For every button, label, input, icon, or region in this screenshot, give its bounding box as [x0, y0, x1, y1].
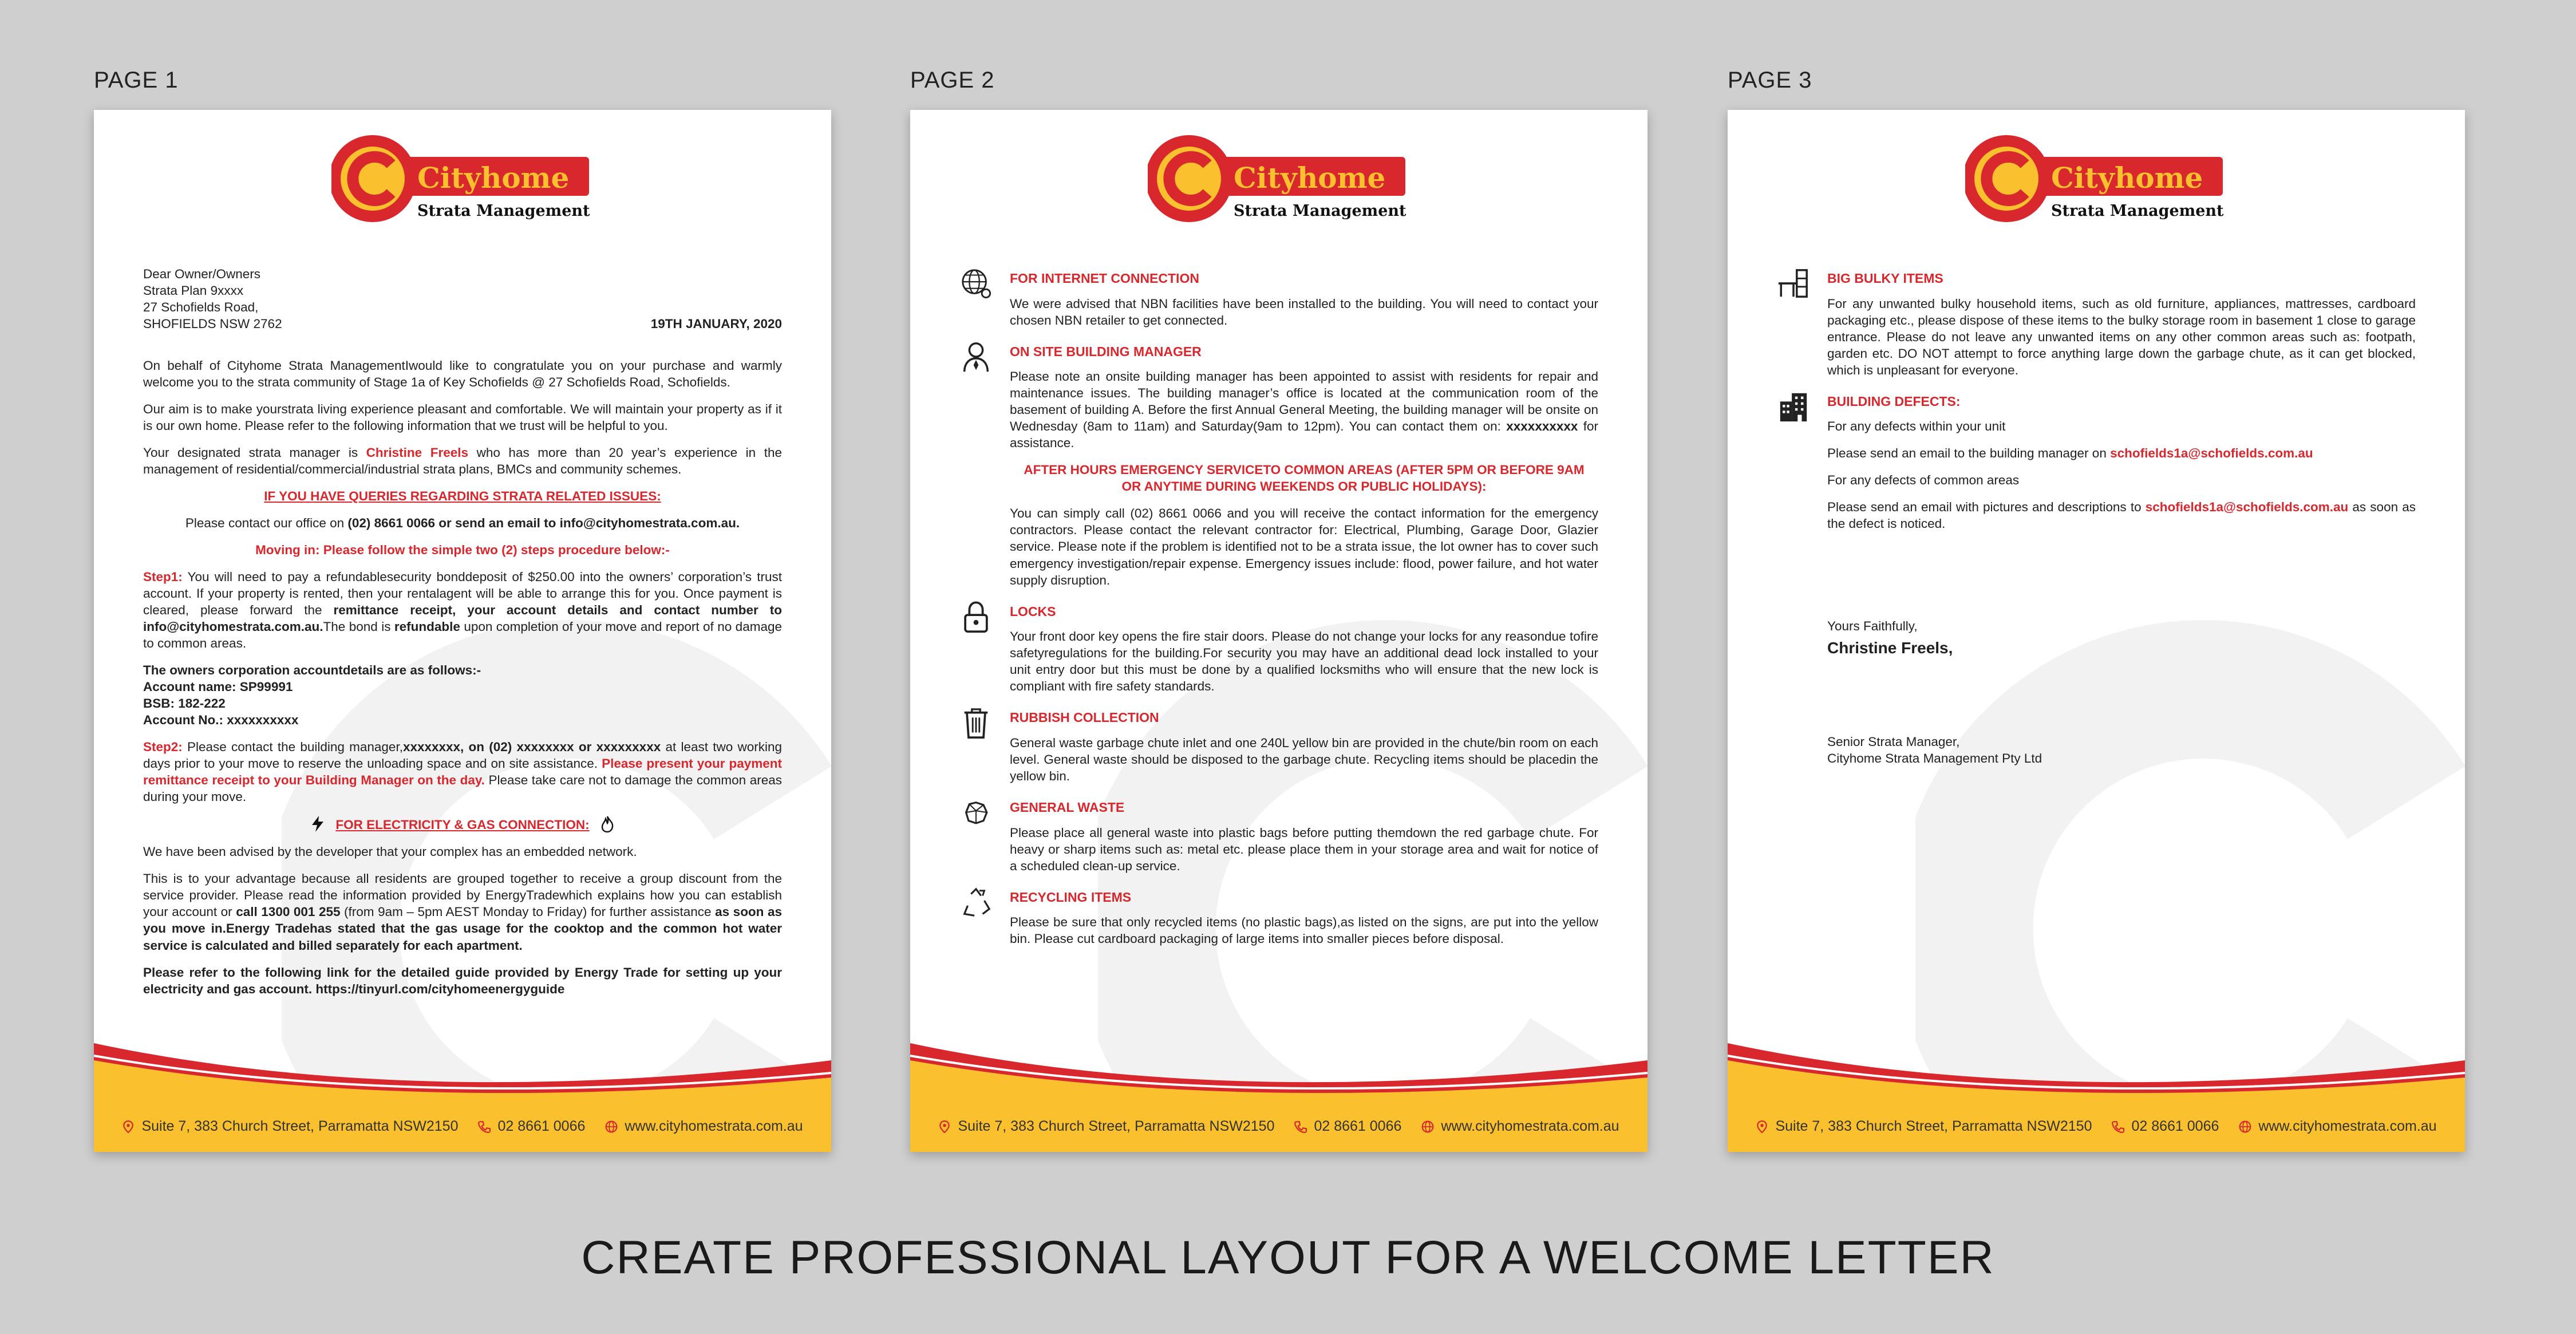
brand-tagline: Strata Management — [2051, 202, 2224, 220]
footer-contact — [1728, 1118, 2465, 1135]
letter-page-2 — [910, 110, 1647, 1152]
signer-company: Cityhome Strata Management Pty Ltd — [1827, 751, 2042, 765]
page-label-3: PAGE 3 — [1728, 68, 1812, 93]
footer-phone: 02 8661 0066 — [1294, 1118, 1401, 1135]
intro-paragraph: On behalf of Cityhome Strata ManagementIwould like to congratulate you on your purchase and warmly welcome you to the strata community of Stage 1a of Key Schofields @ 27 Schofields Road, Schofields. — [143, 358, 782, 390]
section-rubbish — [1010, 709, 1598, 784]
contact-line: Please contact our office on (02) 8661 0066 or send an email to info@cityhomestrata.com.au. — [185, 516, 740, 531]
brand-name: Cityhome — [417, 161, 570, 195]
recipient-line: Dear Owner/Owners — [143, 267, 261, 281]
aim-paragraph: Our aim is to make yourstrata living experience pleasant and comfortable. We will maintain your property as if it is our own home. Please refer to the following information that we trust will be helpful to you. — [143, 402, 782, 433]
lightning-icon — [310, 815, 325, 832]
brand-logo — [94, 133, 831, 230]
letter-date: 19TH JANUARY, 2020 — [650, 317, 782, 331]
footer-wave — [910, 1037, 1647, 1152]
section-title: LOCKS — [1010, 603, 1056, 619]
defect-email-link[interactable]: schofields1a@schofields.com.au — [2110, 446, 2313, 461]
footer-wave — [1728, 1037, 2465, 1152]
section-bulky-items — [1827, 270, 2416, 378]
brand-tagline: Strata Management — [1234, 202, 1406, 220]
electricity-heading: FOR ELECTRICITY & GAS CONNECTION: — [143, 815, 782, 833]
manager-person-icon — [959, 340, 993, 373]
section-title: BIG BULKY ITEMS — [1827, 271, 1943, 286]
section-internet — [1010, 270, 1598, 329]
padlock-icon — [959, 600, 993, 633]
energy-guide-paragraph: Please refer to the following link for the detailed guide provided by Energy Trade for setting up your electricity and gas account. https://tinyurl.com/cityhomeenergyguide — [143, 965, 782, 996]
letter-body — [143, 266, 782, 1008]
footer-address: Suite 7, 383 Church Street, Parramatta NSW2150 — [1756, 1118, 2092, 1135]
section-title: RUBBISH COLLECTION — [1010, 710, 1159, 725]
defect-unit-email: Please send an email to the building manager on schofields1a@schofields.com.au — [1827, 446, 2313, 461]
account-details: The owners corporation accountdetails are as follows:- Account name: SP99991 BSB: 182-222 Account No.: xxxxxxxxxx — [143, 663, 481, 728]
footer-website: www.cityhomestrata.com.au — [1421, 1118, 1619, 1135]
section-text: Your front door key opens the fire stair doors. Please do not change your locks for any reasondue tofire safetyregulations for the building.For security you may have an additional dead lock installed to your unit entry door but this must be done by a qualified locksmiths who will ensure that the new lock is compliant with fire safety standards. — [1010, 629, 1598, 694]
after-hours-text: You can simply call (02) 8661 0066 and you will receive the contact information for the emergency contractors. Please contact the relevant contractor for: Electrical, Plumbing, Garage Door, Glazier service. Please note if the problem is identified not to be a strata issue, the lot owner has to cover such emergency investigation/repair expense. Emergency issues include: flood, power failure, and hot water supply disruption. — [1010, 506, 1598, 587]
footer-contact — [94, 1118, 831, 1135]
footer-website: www.cityhomestrata.com.au — [2239, 1118, 2436, 1135]
manager-name: Christine Freels — [366, 445, 469, 460]
energy-advantage-paragraph: This is to your advantage because all residents are grouped together to receive a group discount from the service provider. Please read the information provided by EnergyTradewhich explains how you can establish your account or call 1300 001 255 (from 9am – 5pm AEST Monday to Friday) for further assistance as soon as you move in.Energy Tradehas stated that the gas usage for the cooktop and the common hot water service is calculated and billed separately for each apartment. — [143, 871, 782, 953]
phone-icon — [478, 1120, 491, 1133]
caption-title: CREATE PROFESSIONAL LAYOUT FOR A WELCOME LETTER — [581, 1232, 1995, 1284]
footer-contact — [910, 1118, 1647, 1135]
defect-common-line: For any defects of common areas — [1827, 473, 2020, 488]
brand-logo — [1728, 133, 2465, 230]
section-locks — [1010, 603, 1598, 695]
after-hours-heading: AFTER HOURS EMERGENCY SERVICETO COMMON AREAS (AFTER 5PM OR BEFORE 9AM OR ANYTIME DURING WEEKENDS OR PUBLIC HOLIDAYS): — [1024, 463, 1585, 494]
brand-logo — [910, 133, 1647, 230]
footer-address: Suite 7, 383 Church Street, Parramatta NSW2150 — [938, 1118, 1274, 1135]
recycle-icon — [959, 886, 993, 919]
address-block — [143, 266, 782, 332]
defect-email-link[interactable]: schofields1a@schofields.com.au — [2145, 500, 2349, 515]
trash-bin-icon — [959, 706, 993, 739]
brand-name: Cityhome — [1234, 161, 1386, 195]
section-title: GENERAL WASTE — [1010, 799, 1125, 815]
footer-phone: 02 8661 0066 — [2112, 1118, 2219, 1135]
furniture-icon — [1777, 267, 1810, 300]
footer-website: www.cityhomestrata.com.au — [605, 1118, 803, 1135]
building-icon — [1777, 390, 1810, 423]
globe-icon — [1421, 1120, 1434, 1133]
phone-icon — [1294, 1120, 1307, 1133]
queries-heading: IF YOU HAVE QUERIES REGARDING STRATA RELATED ISSUES: — [264, 489, 661, 504]
section-text: Please be sure that only recycled items (no plastic bags),as listed on the signs, are put into the yellow bin. Please cut cardboard packaging of large items into smaller pieces before disposal. — [1010, 915, 1598, 946]
letter-page-3 — [1728, 110, 2465, 1152]
footer-phone: 02 8661 0066 — [478, 1118, 585, 1135]
section-title: FOR INTERNET CONNECTION — [1010, 271, 1199, 286]
section-text: Please place all general waste into plastic bags before putting themdown the red garbage chute. For heavy or sharp items such as: metal etc. please place them in your storage area and wait for notice of a scheduled clean-up service. — [1010, 825, 1598, 873]
section-title: ON SITE BUILDING MANAGER — [1010, 344, 1202, 359]
step2-paragraph: Step2: Please contact the building manager,xxxxxxxx, on (02) xxxxxxxx or xxxxxxxxx at least two working days prior to your move to reserve the unloading space and on site assistance. Please present your payment remittance receipt to your Building Manager on the day. Please take care not to damage the common areas during your move. — [143, 740, 783, 804]
section-general-waste — [1010, 799, 1598, 874]
flame-icon — [600, 815, 615, 832]
section-text: Please note an onsite building manager has been appointed to assist with residents for repair and maintenance issues. The building manager’s office is located at the communication room of the basement of building A. Before the first Annual General Meeting, the building manager will be onsite on Wednesday (8am to 11am) and Saturday(9am to 12pm). You can contact them on: xxxxxxxxxx for assistance. — [1010, 369, 1599, 451]
section-building-manager — [1010, 344, 1598, 589]
location-pin-icon — [1756, 1120, 1768, 1133]
location-pin-icon — [122, 1120, 135, 1133]
letter-body — [1010, 270, 1598, 962]
defect-common-email: Please send an email with pictures and descriptions to schofields1a@schofields.com.au as soon as the defect is noticed. — [1827, 500, 2416, 531]
closing: Yours Faithfully, — [1827, 619, 1918, 634]
globe-network-icon — [959, 267, 993, 300]
section-text: For any unwanted bulky household items, such as old furniture, appliances, mattresses, cardboard packaging etc., please dispose of these items to the bulky storage room in basement 1 close to garage entrance. Please do not leave any unwanted items on any other common areas such as: footpath, garden etc. DO NOT attempt to force anything large down the garbage chute, as it can get blocked, which is unpleasant for everyone. — [1827, 296, 2416, 377]
page-label-1: PAGE 1 — [94, 68, 179, 93]
moving-in-heading: Moving in: Please follow the simple two (2) steps procedure below:- — [255, 543, 670, 558]
defect-unit-line: For any defects within your unit — [1827, 419, 2006, 434]
step1-paragraph: Step1: You will need to pay a refundablesecurity bonddeposit of $250.00 into the owners’ corporation’s trust account. If your property is rented, then your rentalagent will be able to arrange this for you. Once payment is cleared, please forward the remittance receipt, your account details and contact number to info@cityhomestrata.com.au.The bond is refundable upon completion of your move and report of no damage to common areas. — [143, 570, 782, 651]
section-recycling — [1010, 889, 1598, 948]
brand-name: Cityhome — [2051, 161, 2203, 195]
street-line: 27 Schofields Road, — [143, 300, 259, 315]
section-building-defects — [1827, 393, 2416, 532]
suburb-line: SHOFIELDS NSW 2762 — [143, 317, 282, 331]
signature-block — [1827, 618, 2416, 766]
strata-plan-line: Strata Plan 9xxxx — [143, 283, 244, 298]
manager-paragraph: Your designated strata manager is Christine Freels who has more than 20 year’s experience in the management of residential/commercial/industrial strata plans, BMCs and community schemes. — [143, 445, 783, 477]
footer-address: Suite 7, 383 Church Street, Parramatta NSW2150 — [122, 1118, 458, 1135]
section-text: We were advised that NBN facilities have been installed to the building. You will need to contact your chosen NBN retailer to get connected. — [1010, 296, 1598, 327]
page-label-2: PAGE 2 — [910, 68, 995, 93]
globe-icon — [605, 1120, 618, 1133]
section-text: General waste garbage chute inlet and one 240L yellow bin are provided in the chute/bin room on each level. General waste should be disposed to the garbage chute. Recycling items should be placedin the yellow bin. — [1010, 735, 1598, 783]
section-title: RECYCLING ITEMS — [1010, 889, 1132, 905]
footer-wave — [94, 1037, 831, 1152]
brand-tagline: Strata Management — [417, 202, 590, 220]
letter-page-1 — [94, 110, 831, 1152]
letter-body — [1827, 270, 2416, 767]
signer-role: Senior Strata Manager, — [1827, 734, 1960, 749]
crumpled-paper-icon — [959, 796, 993, 829]
signer-name: Christine Freels, — [1827, 639, 1953, 657]
phone-icon — [2112, 1120, 2124, 1133]
embedded-network-paragraph: We have been advised by the developer that your complex has an embedded network. — [143, 844, 637, 859]
location-pin-icon — [938, 1120, 951, 1133]
globe-icon — [2239, 1120, 2251, 1133]
section-title: BUILDING DEFECTS: — [1827, 393, 1961, 409]
